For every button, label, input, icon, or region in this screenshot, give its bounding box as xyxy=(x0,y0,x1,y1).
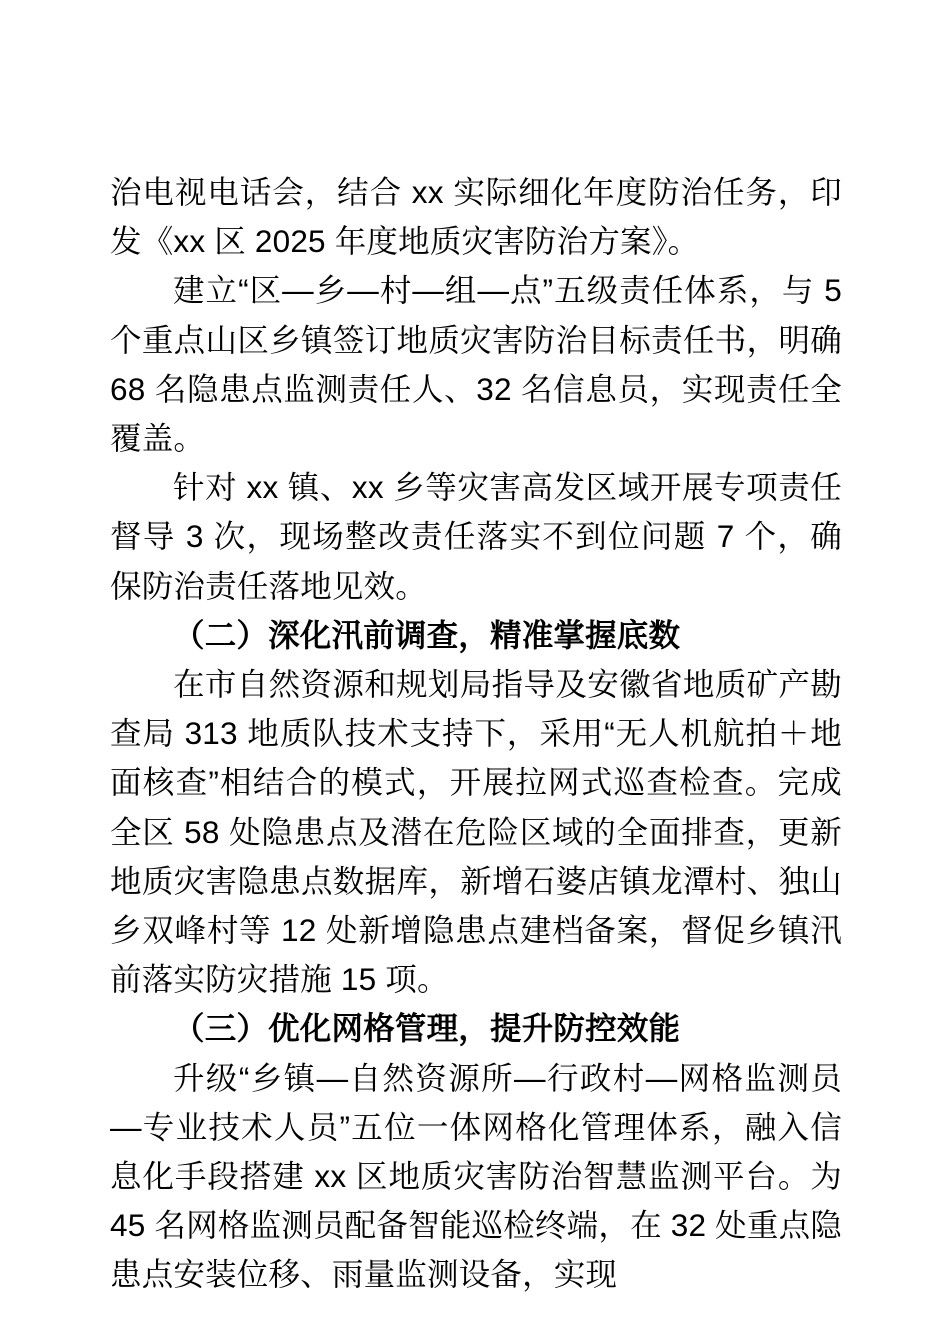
paragraph-continued: 治电视电话会，结合 xx 实际细化年度防治任务，印发《xx 区 2025 年度地质灾害防治方案》。 xyxy=(110,174,842,260)
paragraph-pre-flood-survey: 在市自然资源和规划局指导及安徽省地质矿产勘查局 313 地质队技术支持下，采用“无人机航拍＋地面核查”相结合的模式，开展拉网式巡查检查。完成全区 58 处隐患点及潜在危险区域的全面排查，更新地质灾害隐患点数据库，新增石婆店镇龙潭村、独山乡双峰村等 12 处新增隐患点建档备案，督促乡镇汛前落实防灾措施 15 项。 xyxy=(110,666,842,998)
paragraph-grid-management: 升级“乡镇—自然资源所—行政村—网格监测员—专业技术人员”五位一体网格化管理体系，融入信息化手段搭建 xx 区地质灾害防治智慧监测平台。为 45 名网格监测员配备智能巡检终端，在 32 处重点隐患点安装位移、雨量监测设备，实现 xyxy=(110,1059,842,1293)
paragraph-responsibility-system: 建立“区—乡—村—组—点”五级责任体系，与 5 个重点山区乡镇签订地质灾害防治目标责任书，明确 68 名隐患点监测责任人、32 名信息员，实现责任全覆盖。 xyxy=(110,272,842,457)
document-body xyxy=(110,168,842,1300)
section-heading-three: （三）优化网格管理，提升防控效能 xyxy=(173,1010,681,1047)
paragraph-supervision: 针对 xx 镇、xx 乡等灾害高发区域开展专项责任督导 3 次，现场整改责任落实不到位问题 7 个，确保防治责任落地见效。 xyxy=(110,469,842,604)
section-heading-two: （二）深化汛前调查，精准掌握底数 xyxy=(173,616,681,653)
